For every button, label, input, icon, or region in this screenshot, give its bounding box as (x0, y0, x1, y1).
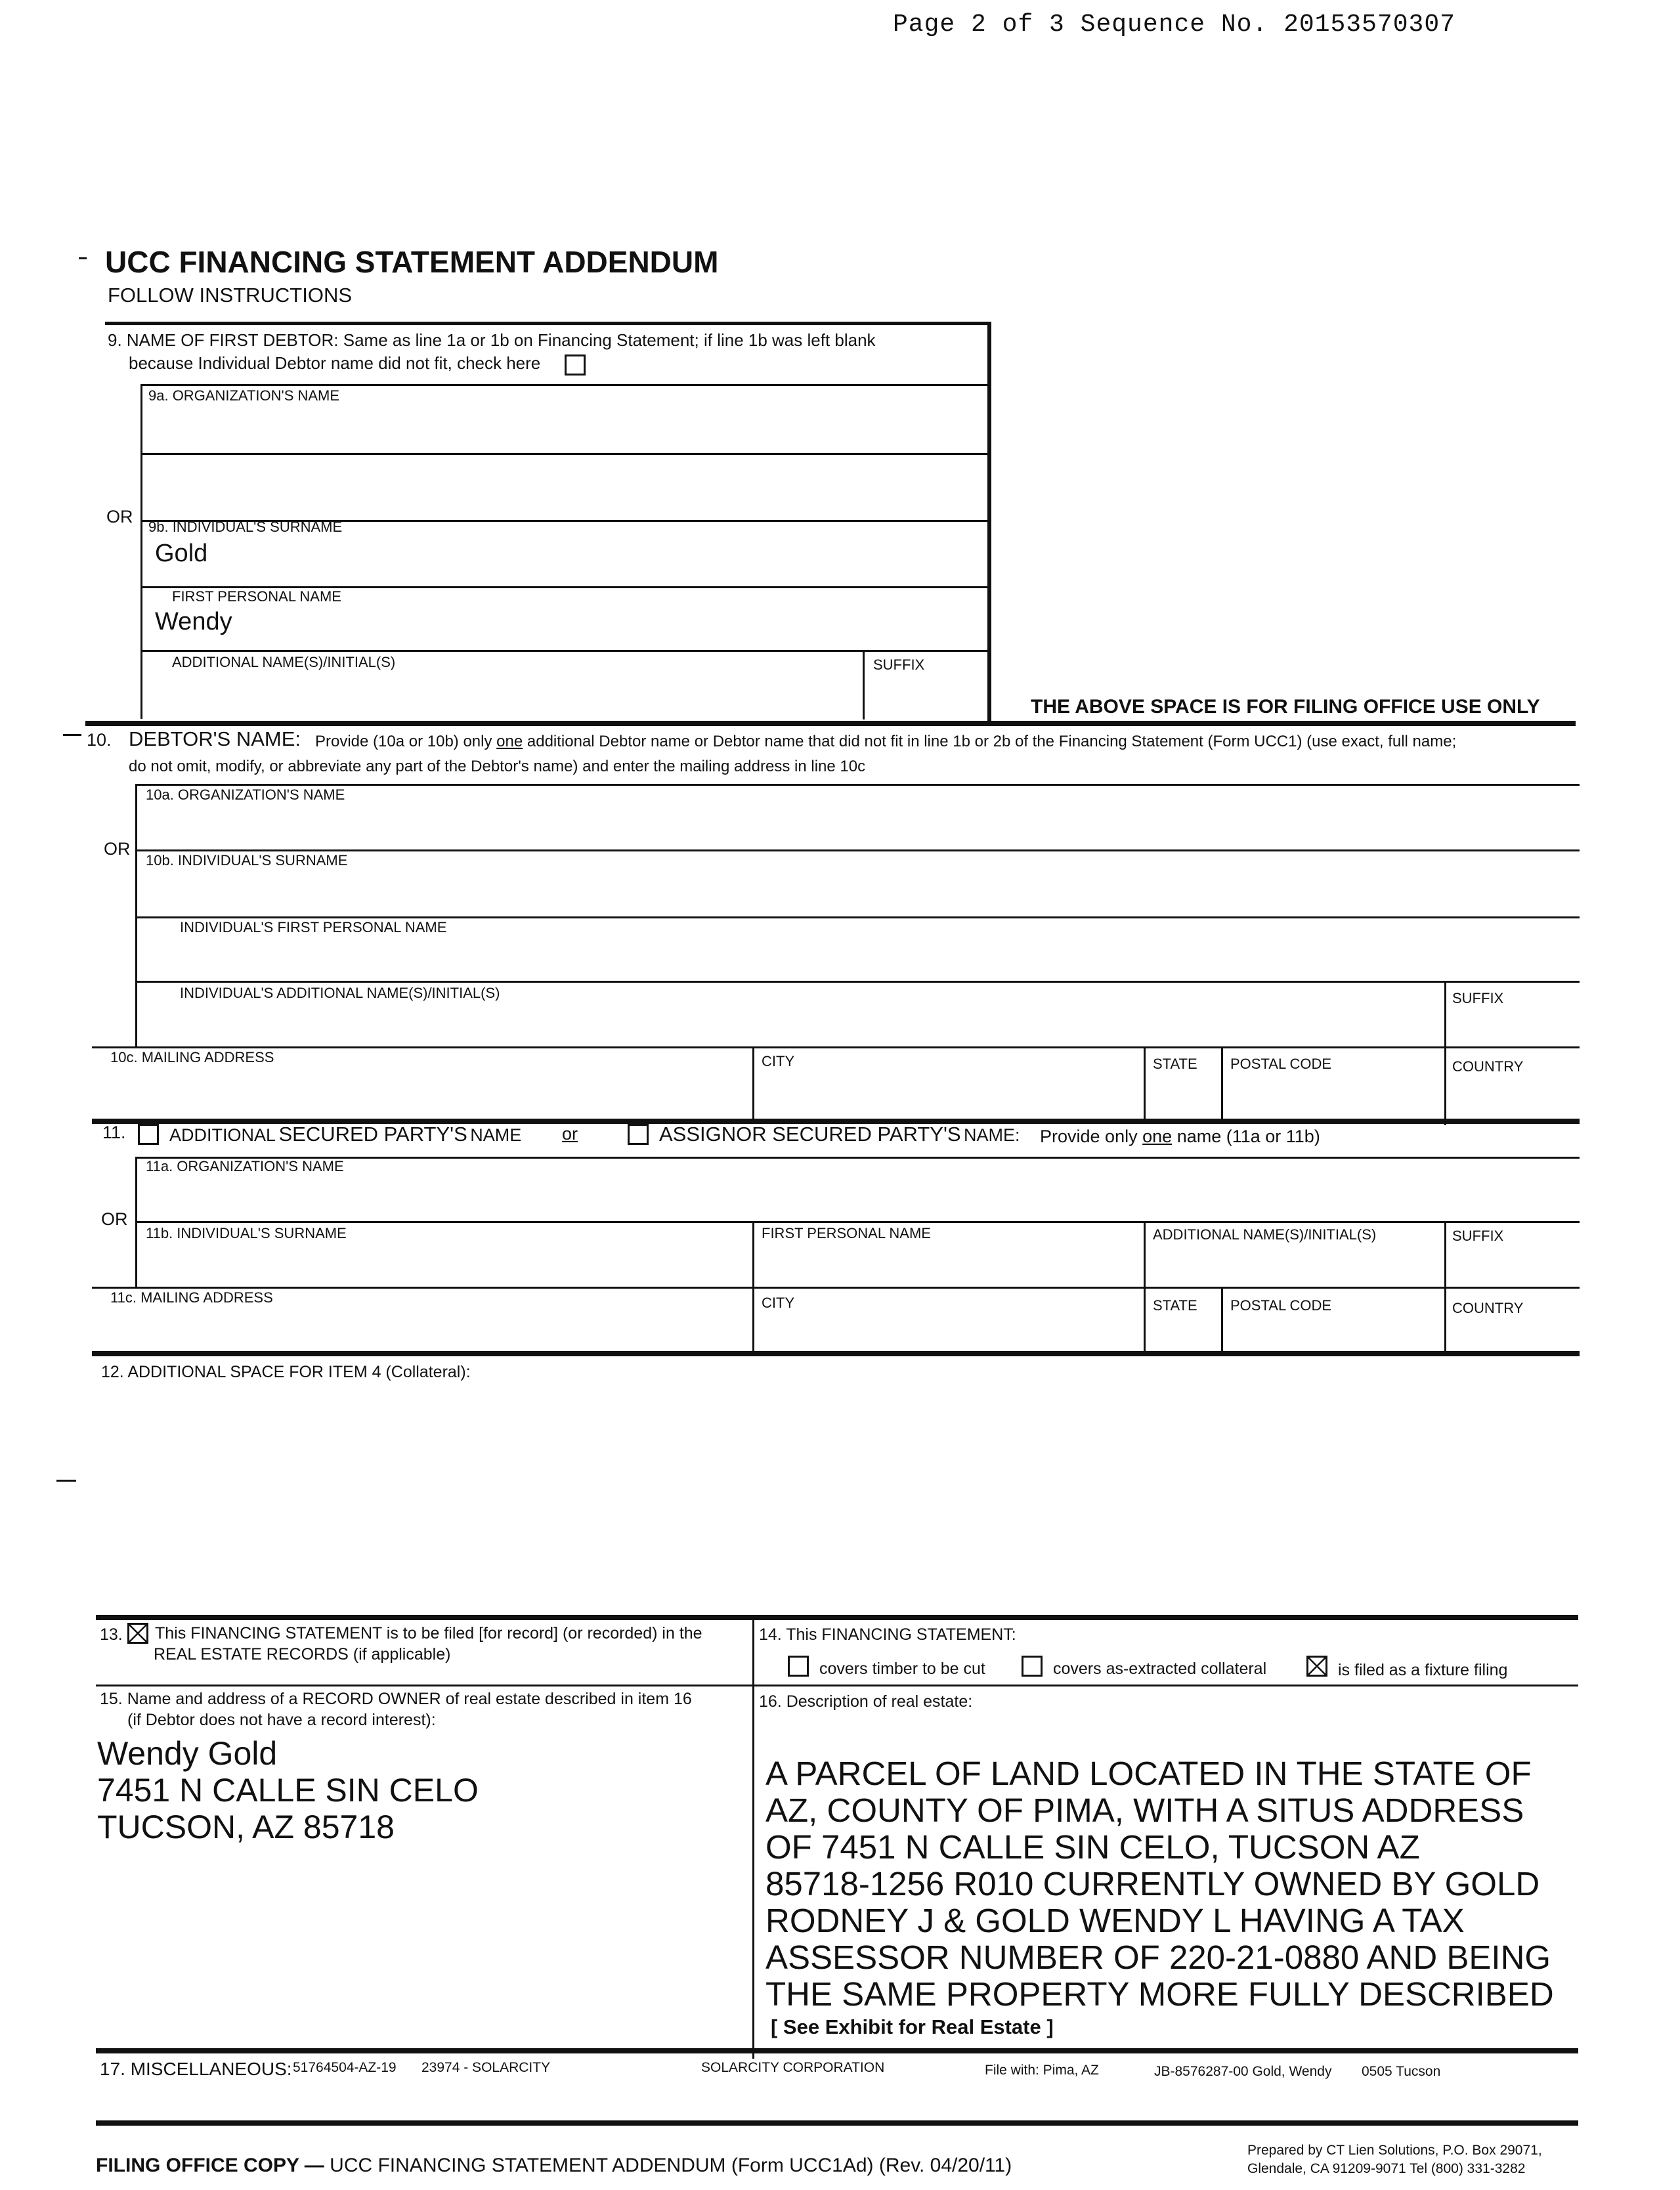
item9b-label: 9b. INDIVIDUAL'S SURNAME (148, 519, 343, 535)
item10-postal-label: POSTAL CODE (1230, 1056, 1332, 1072)
item15-owner-street: 7451 N CALLE SIN CELO (97, 1772, 479, 1809)
item10b-label: 10b. INDIVIDUAL'S SURNAME (146, 852, 348, 869)
item14-timber-checkbox[interactable] (788, 1656, 809, 1677)
item16-desc-line-2: AZ, COUNTY OF PIMA, WITH A SITUS ADDRESS (765, 1792, 1524, 1829)
item11-or: OR (101, 1209, 128, 1229)
footer-form-title: UCC FINANCING STATEMENT ADDENDUM (Form UCC1Ad) (Rev. 04/20/11) (330, 2155, 1012, 2176)
item10c-label: 10c. MAILING ADDRESS (110, 1049, 274, 1065)
item11-provide-post: name (11a or 11b) (1176, 1127, 1320, 1146)
item11-additional-checkbox[interactable] (138, 1124, 159, 1145)
item16-desc-line-3: OF 7451 N CALLE SIN CELO, TUCSON AZ (765, 1828, 1420, 1866)
item10-instr-one: one (496, 733, 523, 750)
item17-code2: 23974 - SOLARCITY (421, 2060, 551, 2075)
footer-prepared-by: Prepared by CT Lien Solutions, P.O. Box 29071, (1247, 2143, 1542, 2158)
item17-file-with: File with: Pima, AZ (985, 2063, 1099, 2078)
item13-text: This FINANCING STATEMENT is to be filed [for record] (or recorded) in the (155, 1624, 702, 1642)
item9-check-here-checkbox[interactable] (565, 354, 586, 376)
item11-assignor-checkbox[interactable] (628, 1124, 649, 1145)
item11-additional-label: ADDITIONAL NAME(S)/INITIAL(S) (1153, 1226, 1377, 1243)
item10-num: 10. (87, 730, 112, 750)
margin-mark (63, 734, 81, 736)
item10-city-label: CITY (762, 1053, 795, 1069)
item9-additional-label: ADDITIONAL NAME(S)/INITIAL(S) (172, 654, 396, 670)
item13-checkbox-checked[interactable] (127, 1623, 148, 1644)
item9b-surname-value: Gold (155, 540, 208, 567)
footer-form-name (96, 2155, 1012, 2177)
page-sequence-header: Page 2 of 3 Sequence No. 20153570307 (893, 11, 1455, 39)
item9-heading-line2: because Individual Debtor name did not fit, check here (129, 353, 541, 373)
item11-option1 (169, 1123, 521, 1146)
item17-label: 17. MISCELLANEOUS: (100, 2059, 292, 2079)
item11-opt2-b: NAME: (964, 1125, 1020, 1145)
item16-desc-line-5: RODNEY J & GOLD WENDY L HAVING A TAX (765, 1902, 1465, 1939)
item14-label: 14. This FINANCING STATEMENT: (759, 1625, 1016, 1644)
item11-provide-one: one (1142, 1127, 1173, 1146)
item11-country-label: COUNTRY (1452, 1300, 1524, 1316)
item15-owner-city: TUCSON, AZ 85718 (97, 1809, 395, 1845)
item17-code1: 51764504-AZ-19 (293, 2060, 397, 2075)
footer-filing-copy: FILING OFFICE COPY — (96, 2155, 324, 2176)
item11-first-name-label: FIRST PERSONAL NAME (762, 1225, 931, 1241)
item10-country-label: COUNTRY (1452, 1058, 1524, 1075)
item10-state-label: STATE (1153, 1056, 1197, 1072)
item17-office: 0505 Tucson (1362, 2064, 1441, 2079)
item11b-label: 11b. INDIVIDUAL'S SURNAME (146, 1225, 347, 1241)
item9-first-name-label: FIRST PERSONAL NAME (172, 588, 341, 605)
item10-instructions-line2: do not omit, modify, or abbreviate any part of the Debtor's name) and enter the mailing address in line 10c (129, 758, 866, 775)
item14-extracted-checkbox[interactable] (1022, 1656, 1043, 1677)
filing-office-note: THE ABOVE SPACE IS FOR FILING OFFICE USE ONLY (1031, 696, 1540, 718)
item11-opt1-a: ADDITIONAL (169, 1125, 276, 1145)
item11-provide (1040, 1127, 1320, 1147)
item17-ref: JB-8576287-00 Gold, Wendy (1154, 2064, 1332, 2079)
item11-option2 (659, 1123, 1020, 1146)
item11a-label: 11a. ORGANIZATION'S NAME (146, 1158, 344, 1174)
item9-or: OR (106, 507, 133, 526)
item14-fixture-checkbox-checked[interactable] (1306, 1656, 1327, 1677)
item14-timber-label: covers timber to be cut (819, 1660, 985, 1678)
item11-postal-label: POSTAL CODE (1230, 1297, 1332, 1314)
item14-fixture-label: is filed as a fixture filing (1338, 1661, 1508, 1679)
item9-suffix-label: SUFFIX (873, 656, 925, 673)
item10a-label: 10a. ORGANIZATION'S NAME (146, 786, 345, 803)
item16-label: 16. Description of real estate: (759, 1692, 973, 1711)
item16-desc-line-1: A PARCEL OF LAND LOCATED IN THE STATE OF (765, 1755, 1532, 1792)
item11-num: 11. (102, 1123, 126, 1142)
item9-first-name-value: Wendy (155, 608, 232, 635)
item11-provide-pre: Provide only (1040, 1127, 1138, 1146)
item17-corp: SOLARCITY CORPORATION (701, 2060, 885, 2075)
item11-or-word: or (562, 1124, 578, 1144)
item10-additional-label: INDIVIDUAL'S ADDITIONAL NAME(S)/INITIAL(S) (180, 985, 500, 1001)
item10-title: DEBTOR'S NAME: (129, 727, 301, 750)
item16-desc-line-4: 85718-1256 R010 CURRENTLY OWNED BY GOLD (765, 1865, 1540, 1902)
item11-opt1-b: SECURED PARTY'S (278, 1123, 467, 1146)
item16-desc-line-7: THE SAME PROPERTY MORE FULLY DESCRIBED (765, 1975, 1554, 2013)
item11-city-label: CITY (762, 1295, 795, 1311)
item11c-label: 11c. MAILING ADDRESS (110, 1289, 273, 1306)
item16-exhibit-note: [ See Exhibit for Real Estate ] (771, 2015, 1054, 2038)
item10-first-name-label: INDIVIDUAL'S FIRST PERSONAL NAME (180, 919, 447, 935)
item13-num: 13. (100, 1625, 123, 1644)
item12-label: 12. ADDITIONAL SPACE FOR ITEM 4 (Collateral): (101, 1363, 471, 1381)
item10-instructions (315, 733, 1456, 751)
item11-opt2-a: ASSIGNOR SECURED PARTY'S (659, 1123, 961, 1146)
item10-instr-pre: Provide (10a or 10b) only (315, 733, 492, 750)
item16-desc-line-6: ASSESSOR NUMBER OF 220-21-0880 AND BEING (765, 1939, 1551, 1976)
form-subtitle: FOLLOW INSTRUCTIONS (108, 284, 353, 307)
footer-prepared-address: Glendale, CA 91209-9071 Tel (800) 331-3282 (1247, 2161, 1526, 2176)
item10-or: OR (104, 839, 131, 859)
item10-instr-post: additional Debtor name or Debtor name that did not fit in line 1b or 2b of the Financing Statement (Form UCC1) (use exact, full name; (527, 733, 1457, 750)
item9a-label: 9a. ORGANIZATION'S NAME (148, 387, 340, 404)
item15-owner-name: Wendy Gold (97, 1735, 278, 1772)
item9-heading: 9. NAME OF FIRST DEBTOR: Same as line 1a or 1b on Financing Statement; if line 1b was left blank (108, 330, 876, 350)
margin-mark (79, 257, 87, 259)
item15-label-line2: (if Debtor does not have a record interest): (127, 1711, 436, 1729)
item11-suffix-label: SUFFIX (1452, 1228, 1504, 1244)
item11-opt1-c: NAME (470, 1125, 522, 1145)
form-title: UCC FINANCING STATEMENT ADDENDUM (105, 245, 719, 279)
item13-text-line2: REAL ESTATE RECORDS (if applicable) (154, 1645, 451, 1664)
item15-label: 15. Name and address of a RECORD OWNER of real estate described in item 16 (100, 1690, 692, 1708)
margin-mark (56, 1480, 76, 1482)
item11-state-label: STATE (1153, 1297, 1197, 1314)
item14-extracted-label: covers as-extracted collateral (1053, 1660, 1267, 1678)
item10-suffix-label: SUFFIX (1452, 990, 1504, 1006)
